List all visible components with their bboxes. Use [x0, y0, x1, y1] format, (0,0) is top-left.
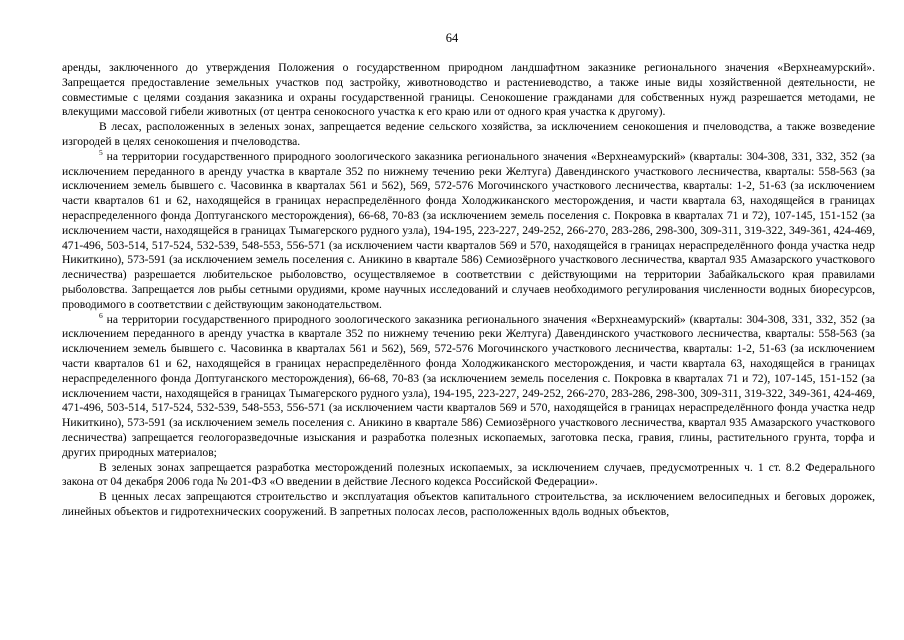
- paragraph-mining-restrictions: [62, 310, 875, 461]
- paragraph-fishing-rules: [62, 147, 875, 313]
- document-body: [62, 61, 875, 520]
- page-number: 64: [445, 31, 459, 45]
- paragraph-valuable-forests: В ценных лесах запрещаются строительство и эксплуатация объектов капитального строительства, за исключением велосипедных и беговых дорожек, линейных объектов и гидротехнических сооружений. В запретных полосах лесов, расположенных вдоль водных объектов,: [62, 490, 875, 518]
- footnote-marker: 6: [99, 310, 103, 320]
- paragraph-text: на территории государственного природного зоологического заказника регионального значения «Верхнеамурский» (кварталы: 304-308, 331, 332, 352 (за исключением переданного в аренду участка в квартале 352 по нижнему течению реки Желтуга) Давендинского участкового лесничества, кварталы: 558-563 (за исключением земель бывшего с. Часовинка в кварталах 561 и 562), 569, 572-576 Могочинского участкового лесничества, кварталы: 1-2, 51-63 (за исключением части кварталов 61 и 62, находящейся в границах нераспределённого фонда Холоджиканского месторождения, и части квартала 63, находящейся в границах нераспределенного фонда Доптуганского месторождения), 66-68, 70-83 (за исключением земель поселения с. Покровка в кварталах 71 и 72), 107-145, 151-152 (за исключением части, находящейся в границах Тымагерского рудного узла), 194-195, 223-227, 249-252, 266-270, 283-286, 298-300, 309-311, 319-322, 349-361, 424-469, 471-496, 503-514, 517-524, 532-539, 548-553, 556-571 (за исключением части кварталов 569 и 570, находящейся в границах нераспределённого фонда участка недр Никиткино), 573-591 (за исключением земель поселения с. Аникино в квартале 586) Семиозёрного участкового лесничества, квартал 935 Амазарского участкового лесничества) запрещается геологоразведочные изыскания и разработка полезных ископаемых, заготовка песка, гравия, глины, растительного грунта, торфа и других природных материалов;: [62, 312, 875, 459]
- paragraph-green-zones-agriculture: В лесах, расположенных в зеленых зонах, запрещается ведение сельского хозяйства, за исключением сенокошения и пчеловодства, а также возведение изгородей в целях сенокошения и пчеловодства.: [62, 120, 875, 148]
- paragraph-green-zones-mining: В зеленых зонах запрещается разработка месторождений полезных ископаемых, за исключением случаев, предусмотренных ч. 1 ст. 8.2 Федерального закона от 04 декабря 2006 года № 201-ФЗ «О введении в действие Лесного кодекса Российской Федерации».: [62, 460, 875, 489]
- footnote-marker: 5: [99, 147, 103, 157]
- paragraph-text: на территории государственного природного зоологического заказника регионального значения «Верхнеамурский» (кварталы: 304-308, 331, 332, 352 (за исключением переданного в аренду участка в квартале 352 по нижнему течению реки Желтуга) Давендинского участкового лесничества, кварталы: 558-563 (за исключением земель бывшего с. Часовинка в кварталах 561 и 562), 569, 572-576 Могочинского участкового лесничества, кварталы: 1-2, 51-63 (за исключением части кварталов 61 и 62, находящейся в границах нераспределённого фонда Холоджиканского месторождения, и части квартала 63, находящейся в границах нераспределенного фонда Доптуганского месторождения), 66-68, 70-83 (за исключением земель поселения с. Покровка в кварталах 71 и 72), 107-145, 151-152 (за исключением части, находящейся в границах Тымагерского рудного узла), 194-195, 223-227, 249-252, 266-270, 283-286, 298-300, 309-311, 319-322, 349-361, 424-469, 471-496, 503-514, 517-524, 532-539, 548-553, 556-571 (за исключением части кварталов 569 и 570, находящейся в границах нераспределённого фонда участка недр Никиткино), 573-591 (за исключением земель поселения с. Аникино в квартале 586) Семиозёрного участкового лесничества, квартал 935 Амазарского участкового лесничества) разрешается любительское рыболовство, осуществляемое в соответствии с действующими на территории Забайкальского края правилами рыболовства. Запрещается лов рыбы сетными орудиями, кроме научных исследований и случаев необходимого регулирования численности водных биоресурсов, проводимого в соответствии с действующим законодательством.: [62, 149, 875, 311]
- paragraph-lease-continuation: аренды, заключенного до утверждения Положения о государственном природном ландшафтном заказнике регионального значения «Верхнеамурский». Запрещается предоставление земельных участков под застройку, животноводство и растениеводство, а также иные виды хозяйственной деятельности, не совместимые с целями создания заказника и охраны государственной границы. Сенокошение гражданами для собственных нужд разрешается методами, не влекущими массовой гибели животных (от центра сенокосного участка к его краю или от одного края участка к другому).: [62, 61, 875, 119]
